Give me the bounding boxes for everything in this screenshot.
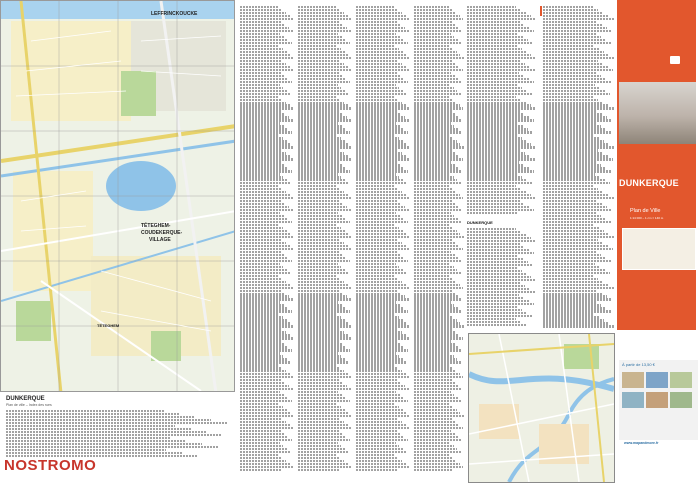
thumbnail-2 [646, 372, 668, 388]
index-text-line [467, 212, 518, 214]
index-text-line [467, 324, 526, 326]
left-map-title: DUNKERQUE [6, 396, 45, 402]
city-map-drawing [1, 1, 235, 392]
place-teteghem-small: TÉTEGHEM [97, 323, 120, 328]
cover-scale: 1:14 000 – 1 cm = 140 m [630, 216, 664, 220]
index-text-line [240, 469, 281, 471]
city-center-inset-map[interactable] [468, 333, 615, 483]
left-map-subtitle: Plan de ville – Index des rues [6, 403, 52, 407]
thumbnail-1 [622, 372, 644, 388]
street-index-column-4 [414, 6, 464, 476]
index-text-line [414, 469, 452, 471]
publisher-logo [670, 56, 680, 64]
info-text-block-middle [467, 228, 537, 328]
middle-title: DUNKERQUE [467, 220, 493, 225]
street-index-column-1 [240, 6, 295, 476]
cover-panel [617, 0, 696, 330]
street-index-column-5 [467, 6, 537, 216]
place-teteghem: TÉTEGHEM- [141, 223, 171, 229]
web-address[interactable]: www.mapandmore.fr [624, 441, 659, 445]
cover-locator-map [622, 228, 696, 270]
thumbnail-4 [622, 392, 644, 408]
cover-title: DUNKERQUE [619, 178, 679, 188]
index-text-line [543, 325, 614, 327]
thumbnail-5 [646, 392, 668, 408]
gallery-title: À partir de 13,50 € [622, 362, 655, 367]
watermark: NOSTROMO [4, 457, 97, 474]
city-map-left[interactable] [0, 0, 235, 392]
info-text-block-right [543, 6, 615, 331]
orange-marker [540, 6, 542, 16]
index-text-line [298, 469, 339, 471]
cover-subtitle: Plan de Ville [630, 208, 661, 214]
thumbnail-3 [670, 372, 692, 388]
inset-map-drawing [469, 334, 614, 482]
cover-photo [619, 82, 696, 144]
street-index-column-3 [356, 6, 411, 476]
place-coudekerque: COUDEKERQUE- [141, 230, 183, 236]
street-index-bottom [6, 410, 231, 458]
thumbnail-6 [670, 392, 692, 408]
index-text-line [356, 469, 397, 471]
street-index-column-2 [298, 6, 353, 476]
place-leffrinckoucke: LEFFRINCKOUCKE [151, 11, 198, 17]
place-village: VILLAGE [149, 237, 171, 243]
